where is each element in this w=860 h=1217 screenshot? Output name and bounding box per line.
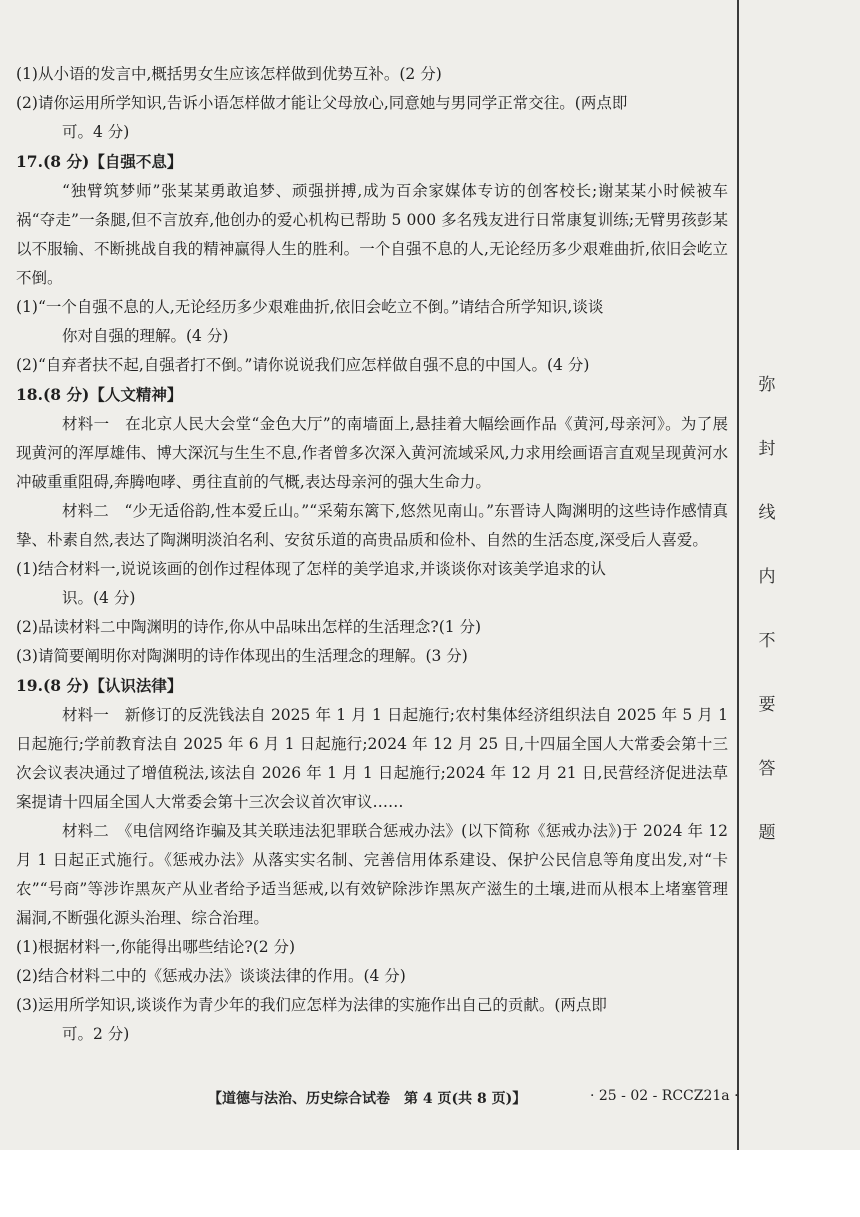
q18-tag: 【人文精神】 xyxy=(89,386,183,404)
q18-material2: 材料二 “少无适俗韵,性本爱丘山。”“采菊东篱下,悠然见南山。”东晋诗人陶渊明的这些诗作感情真挚、朴素自然,表达了陶渊明淡泊名利、安贫乐道的高贵品质和俭朴、自然的生活态度,深受后人喜爱。 xyxy=(16,502,728,549)
q17-tag: 【自强不息】 xyxy=(89,153,183,171)
q17-heading xyxy=(16,147,728,177)
q19-tag: 【认识法律】 xyxy=(89,677,183,695)
q17-number: 17.(8 分) xyxy=(16,152,90,171)
q19-sub3-cont: 可。2 分) xyxy=(62,1025,130,1043)
footer-title: 【道德与法治、历史综合试卷 第 4 页(共 8 页)】 xyxy=(208,1091,527,1107)
q16-sub2: (2)请你运用所学知识,告诉小语怎样做才能让父母放心,同意她与男同学正常交往。(两点即 xyxy=(16,94,628,112)
seal-margin-line xyxy=(737,0,739,1150)
q18-heading xyxy=(16,380,728,410)
q17-sub1-cont: 你对自强的理解。(4 分) xyxy=(62,327,229,345)
seal-char: 答 xyxy=(758,759,776,779)
q18-sub2: (2)品读材料二中陶渊明的诗作,你从中品味出怎样的生活理念?(1 分) xyxy=(16,618,482,636)
q17-sub1: (1)“一个自强不息的人,无论经历多少艰难曲折,依旧会屹立不倒。”请结合所学知识,谈谈 xyxy=(16,298,604,316)
q17-material: “独臂筑梦师”张某某勇敢追梦、顽强拼搏,成为百余家媒体专访的创客校长;谢某某小时候被车祸“夺走”一条腿,但不言放弃,他创办的爱心机构已帮助 5 000 多名残友进行日常康复训练;无臂男孩彭某以不服输、不断挑战自我的精神赢得人生的胜利。一个自强不息的人,无论经历多少艰难曲折,依旧会屹立不倒。 xyxy=(16,182,728,287)
q18-material1: 材料一 在北京人民大会堂“金色大厅”的南墙面上,悬挂着大幅绘画作品《黄河,母亲河》。为了展现黄河的浑厚雄伟、博大深沉与生生不息,作者曾多次深入黄河流域采风,力求用绘画语言直观呈现黄河水冲破重重阻碍,奔腾咆哮、勇往直前的气概,表达母亲河的强大生命力。 xyxy=(16,415,728,491)
seal-char: 弥 xyxy=(758,375,776,395)
q18-sub1-cont: 识。(4 分) xyxy=(62,589,136,607)
seal-char: 不 xyxy=(758,631,776,651)
seal-char: 封 xyxy=(758,439,776,459)
q18-sub1: (1)结合材料一,说说该画的创作过程体现了怎样的美学追求,并谈谈你对该美学追求的认 xyxy=(16,560,606,578)
seal-char: 题 xyxy=(758,823,776,843)
q19-sub2: (2)结合材料二中的《惩戒办法》谈谈法律的作用。(4 分) xyxy=(16,967,406,985)
footer-code: · 25 - 02 - RCCZ21a · xyxy=(590,1088,739,1104)
q18-number: 18.(8 分) xyxy=(16,385,90,404)
seal-char: 要 xyxy=(758,695,776,715)
q16-sub1: (1)从小语的发言中,概括男女生应该怎样做到优势互补。(2 分) xyxy=(16,65,442,83)
q16-sub2-cont: 可。4 分) xyxy=(62,123,130,141)
scan-bottom-margin xyxy=(0,1150,860,1217)
q17-sub2: (2)“自弃者扶不起,自强者打不倒。”请你说说我们应怎样做自强不息的中国人。(4 分) xyxy=(16,356,590,374)
seal-char: 线 xyxy=(758,503,776,523)
q19-sub1: (1)根据材料一,你能得出哪些结论?(2 分) xyxy=(16,938,296,956)
q19-heading xyxy=(16,671,728,701)
q19-material2: 材料二 《电信网络诈骗及其关联违法犯罪联合惩戒办法》(以下简称《惩戒办法》)于 2024 年 12 月 1 日起正式施行。《惩戒办法》从落实实名制、完善信用体系建设、保护公民信息等角度出发,对“卡农”“号商”等涉诈黑灰产从业者给予适当惩戒,以有效铲除涉诈黑灰产滋生的土壤,进而从根本上堵塞管理漏洞,不断强化源头治理、综合治理。 xyxy=(16,822,728,927)
exam-content xyxy=(16,60,728,1049)
q18-sub3: (3)请简要阐明你对陶渊明的诗作体现出的生活理念的理解。(3 分) xyxy=(16,647,468,665)
q19-number: 19.(8 分) xyxy=(16,676,90,695)
seal-char: 内 xyxy=(758,567,776,587)
q19-sub3: (3)运用所学知识,谈谈作为青少年的我们应怎样为法律的实施作出自己的贡献。(两点即 xyxy=(16,996,607,1014)
q19-material1: 材料一 新修订的反洗钱法自 2025 年 1 月 1 日起施行;农村集体经济组织法自 2025 年 5 月 1 日起施行;学前教育法自 2025 年 6 月 1 日起施行;2024 年 12 月 25 日,十四届全国人大常委会第十三次会议表决通过了增值税法,该法自 2026 年 1 月 1 日起施行;2024 年 12 月 21 日,民营经济促进法草案提请十四届全国人大常委会第十三次会议首次审议…… xyxy=(16,706,728,811)
